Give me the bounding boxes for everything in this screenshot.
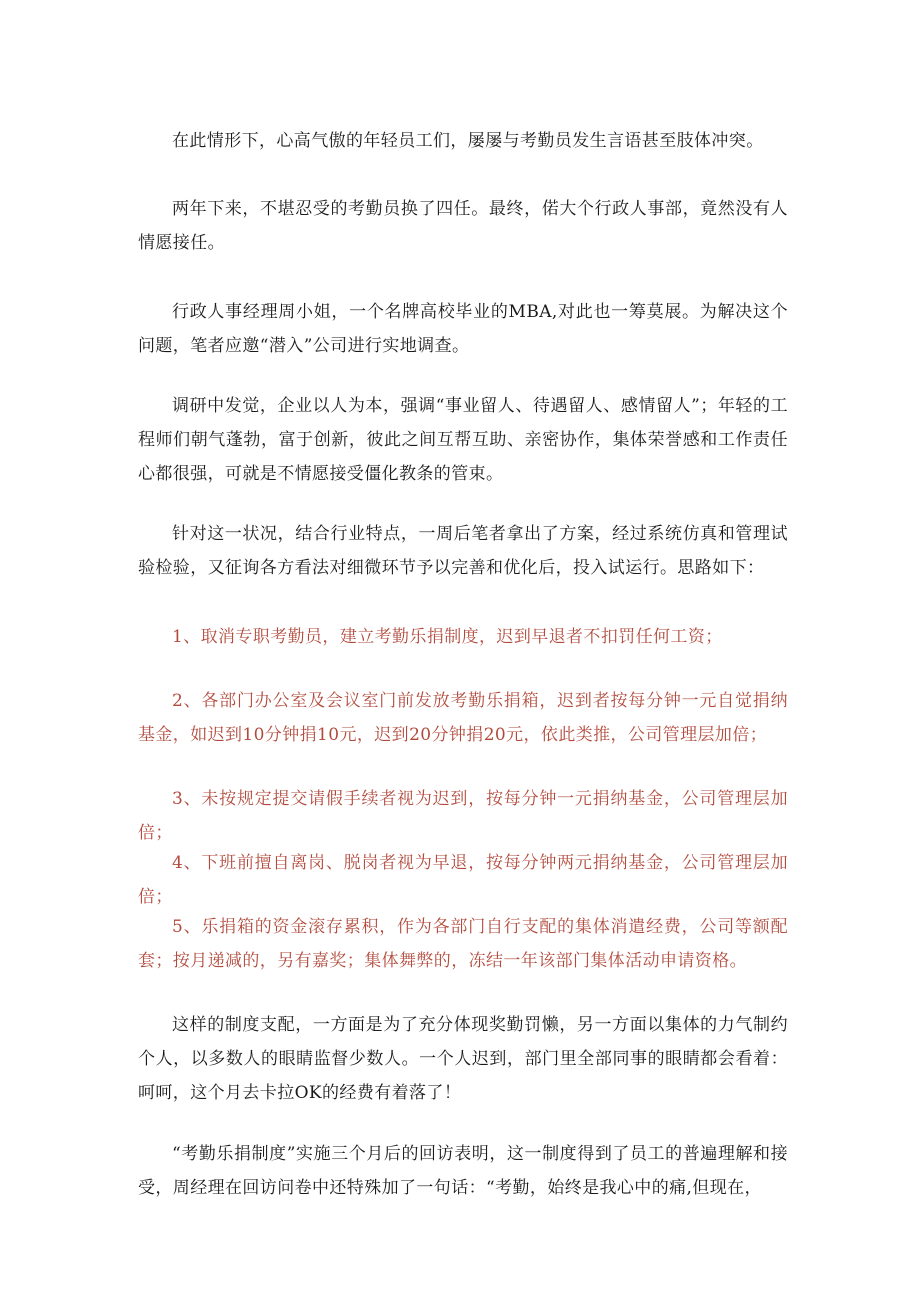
rule-item-3: 3、未按规定提交请假手续者视为迟到，按每分钟一元捐纳基金，公司管理层加倍； xyxy=(138,789,788,843)
paragraph-1: 在此情形下，心高气傲的年轻员工们，屡屡与考勤员发生言语甚至肢体冲突。 xyxy=(172,131,764,151)
rule-item-2: 2、各部门办公室及会议室门前发放考勤乐捐箱，迟到者按每分钟一元自觉捐纳基金，如迟到10分钟捐10元，迟到20分钟捐20元，依此类推，公司管理层加倍； xyxy=(138,691,788,745)
paragraph-2: 两年下来，不堪忍受的考勤员换了四任。最终，偌大个行政人事部，竟然没有人情愿接任。 xyxy=(138,199,788,253)
paragraph-5: 针对这一状况，结合行业特点，一周后笔者拿出了方案，经过系统仿真和管理试验检验，又征询各方看法对细微环节予以完善和优化后，投入试运行。思路如下： xyxy=(138,524,788,578)
rule-item-4: 4、下班前擅自离岗、脱岗者视为早退，按每分钟两元捐纳基金，公司管理层加倍； xyxy=(138,853,788,907)
rule-item-1: 1、取消专职考勤员，建立考勤乐捐制度，迟到早退者不扣罚任何工资； xyxy=(172,627,723,647)
paragraph-4: 调研中发觉，企业以人为本，强调“事业留人、待遇留人、感情留人”；年轻的工程师们朝气蓬勃，富于创新，彼此之间互帮互助、亲密协作，集体荣誉感和工作责任心都很强，可就是不情愿接受僵化教条的管束。 xyxy=(138,396,788,484)
paragraph-6: 这样的制度支配，一方面是为了充分体现奖勤罚懒，另一方面以集体的力气制约个人，以多数人的眼睛监督少数人。一个人迟到，部门里全部同事的眼睛都会看着：呵呵，这个月去卡拉OK的经费有着落了！ xyxy=(138,1015,788,1103)
paragraph-7: “考勤乐捐制度”实施三个月后的回访表明，这一制度得到了员工的普遍理解和接受，周经理在回访问卷中还特殊加了一句话：“考勤，始终是我心中的痛,但现在， xyxy=(138,1144,788,1198)
rule-item-5: 5、乐捐箱的资金滚存累积，作为各部门自行支配的集体消遣经费，公司等额配套；按月递减的，另有嘉奖；集体舞弊的，冻结一年该部门集体活动申请资格。 xyxy=(138,917,788,971)
paragraph-3: 行政人事经理周小姐，一个名牌高校毕业的MBA,对此也一筹莫展。为解决这个问题，笔者应邀“潜入”公司进行实地调查。 xyxy=(138,302,788,356)
